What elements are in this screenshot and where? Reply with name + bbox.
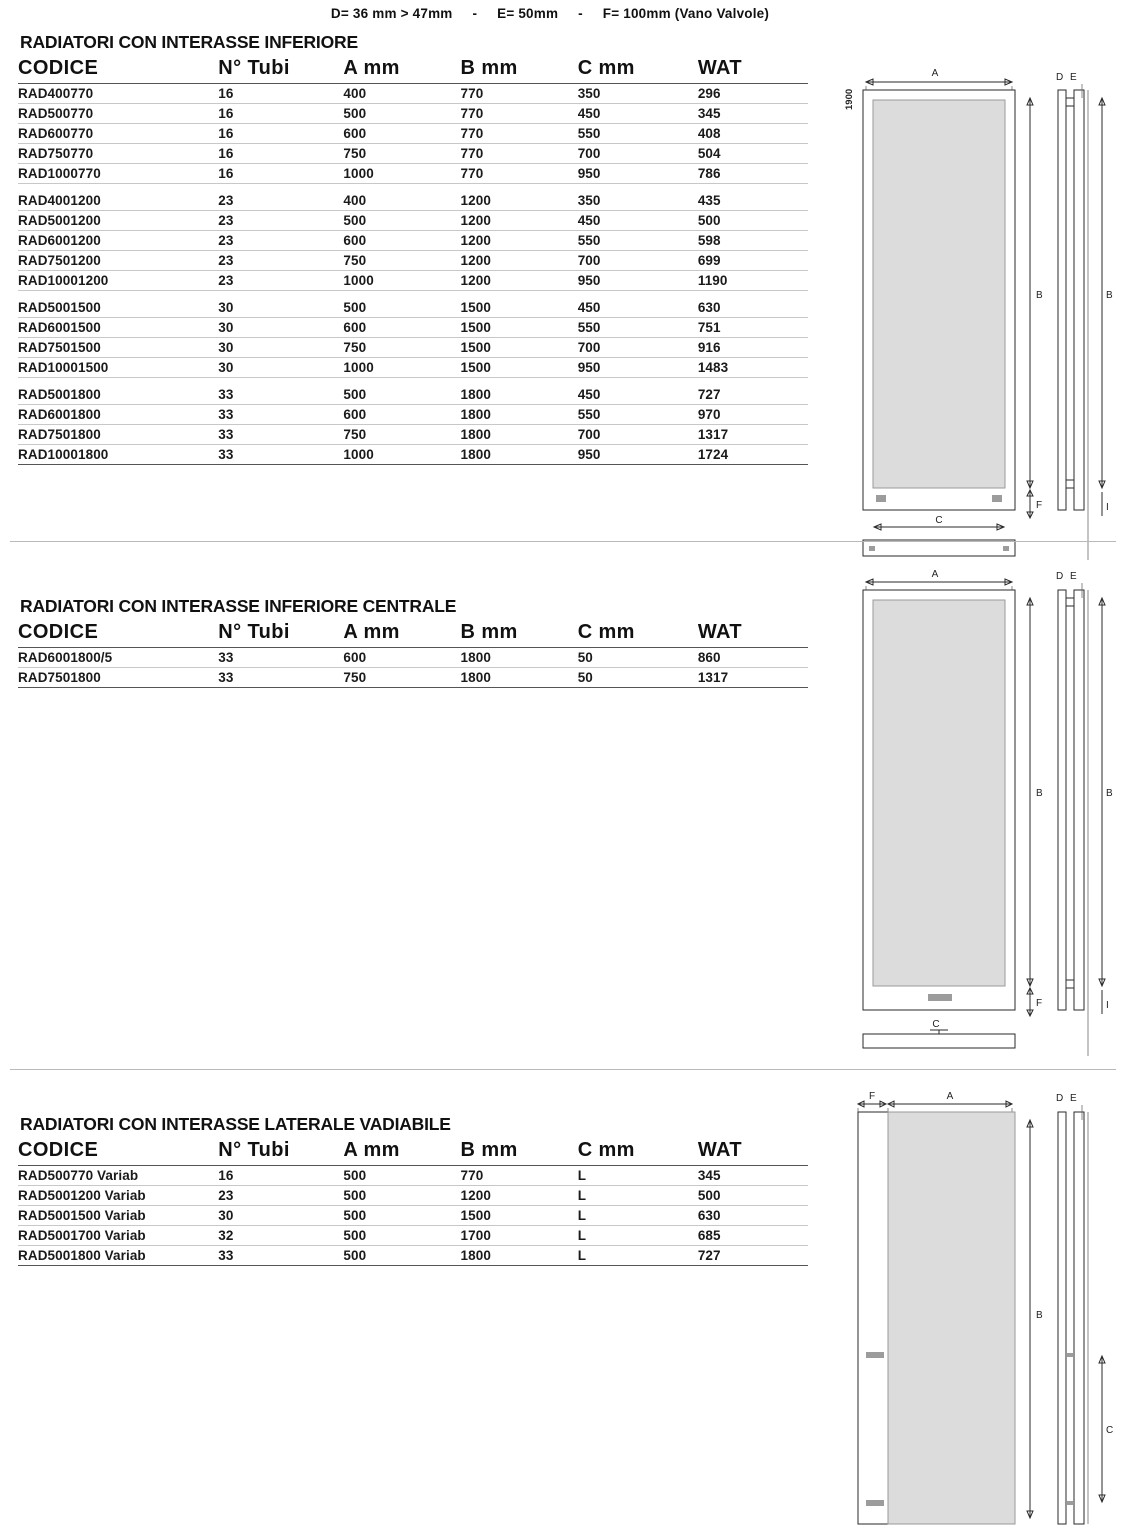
- dim-c-label-2: C: [932, 1019, 940, 1030]
- section-title-2: RADIATORI CON INTERASSE INFERIORE CENTRALE: [20, 596, 457, 616]
- cell-b: 1200: [461, 184, 578, 211]
- cell-tubi: 30: [218, 1206, 343, 1226]
- cell-wat: 435: [698, 184, 808, 211]
- cell-tubi: 16: [218, 1166, 343, 1186]
- cell-b: 1800: [461, 445, 578, 465]
- cell-b: 770: [461, 84, 578, 104]
- cell-wat: 1483: [698, 358, 808, 378]
- section-title-1: RADIATORI CON INTERASSE INFERIORE: [20, 32, 358, 52]
- col-header-c: C mm: [578, 1138, 698, 1166]
- cell-b: 1200: [461, 251, 578, 271]
- dim-f-label-1: F: [1036, 500, 1043, 511]
- cell-wat: 296: [698, 84, 808, 104]
- dim-d-label-1: D: [1056, 72, 1064, 83]
- col-header-a: A mm: [343, 620, 460, 648]
- table-row: [18, 338, 808, 358]
- table-row: [18, 358, 808, 378]
- dim-i-label-2: I: [1106, 1000, 1109, 1011]
- cell-a: 1000: [343, 445, 460, 465]
- cell-tubi: 30: [218, 358, 343, 378]
- table-header-row: [18, 56, 808, 84]
- dim-a-label-1: A: [931, 68, 939, 79]
- col-header-b: B mm: [461, 620, 578, 648]
- dimension-legend: [0, 6, 1100, 21]
- cell-b: 1800: [461, 378, 578, 405]
- table-header-row: [18, 1138, 808, 1166]
- cell-b: 1500: [461, 291, 578, 318]
- cell-c: 550: [578, 231, 698, 251]
- dim-a-label-2: A: [931, 569, 939, 580]
- cell-codice: RAD5001500: [18, 291, 218, 318]
- spec-table-1: [18, 56, 808, 465]
- col-header-tubi: N° Tubi: [218, 56, 343, 84]
- cell-a: 600: [343, 405, 460, 425]
- dim-e-label-2: E: [1070, 571, 1077, 582]
- cell-a: 400: [343, 184, 460, 211]
- cell-b: 1200: [461, 1186, 578, 1206]
- col-header-wat: WAT: [698, 56, 808, 84]
- cell-b: 770: [461, 164, 578, 184]
- cell-wat: 345: [698, 104, 808, 124]
- dim-b-label-2: B: [1036, 788, 1043, 799]
- cell-b: 1200: [461, 231, 578, 251]
- cell-tubi: 33: [218, 405, 343, 425]
- col-header-a: A mm: [343, 1138, 460, 1166]
- table-row: [18, 1186, 808, 1206]
- section-interasse-laterale-variabile: [0, 1080, 1126, 1531]
- cell-a: 750: [343, 144, 460, 164]
- table-body-3: [18, 1166, 808, 1266]
- dim-e-label-1: E: [1070, 72, 1077, 83]
- cell-tubi: 23: [218, 211, 343, 231]
- cell-wat: 500: [698, 1186, 808, 1206]
- cell-a: 500: [343, 211, 460, 231]
- spec-table-2: [18, 620, 808, 688]
- cell-codice: RAD1000770: [18, 164, 218, 184]
- cell-tubi: 16: [218, 104, 343, 124]
- cell-tubi: 32: [218, 1226, 343, 1246]
- cell-c: L: [578, 1226, 698, 1246]
- cell-a: 500: [343, 104, 460, 124]
- cell-tubi: 30: [218, 291, 343, 318]
- table-row: [18, 1246, 808, 1266]
- cell-c: 950: [578, 445, 698, 465]
- section-title-3: RADIATORI CON INTERASSE LATERALE VADIABILE: [20, 1114, 451, 1134]
- drawing-interasse-inferiore: [836, 40, 1116, 560]
- table-wrap-2: [18, 596, 818, 688]
- cell-wat: 970: [698, 405, 808, 425]
- cell-codice: RAD5001200 Variab: [18, 1186, 218, 1206]
- cell-b: 1500: [461, 318, 578, 338]
- dim-f-label-3: F: [868, 1091, 876, 1102]
- cell-wat: 685: [698, 1226, 808, 1246]
- cell-a: 1000: [343, 164, 460, 184]
- col-header-codice: CODICE: [18, 1138, 218, 1166]
- cell-c: L: [578, 1186, 698, 1206]
- col-header-wat: WAT: [698, 620, 808, 648]
- section-divider-1: [10, 541, 1116, 542]
- cell-a: 500: [343, 1246, 460, 1266]
- cell-c: L: [578, 1246, 698, 1266]
- cell-wat: 345: [698, 1166, 808, 1186]
- cell-c: 700: [578, 144, 698, 164]
- col-header-codice: CODICE: [18, 56, 218, 84]
- cell-c: 450: [578, 291, 698, 318]
- cell-b: 1500: [461, 338, 578, 358]
- dim-b-label-3: B: [1036, 1310, 1043, 1321]
- table-row: [18, 164, 808, 184]
- cell-codice: RAD6001800/5: [18, 648, 218, 668]
- cell-codice: RAD5001800 Variab: [18, 1246, 218, 1266]
- cell-codice: RAD10001200: [18, 271, 218, 291]
- table-row: [18, 251, 808, 271]
- cell-tubi: 16: [218, 144, 343, 164]
- cell-codice: RAD7501200: [18, 251, 218, 271]
- cell-a: 750: [343, 668, 460, 688]
- cell-a: 600: [343, 648, 460, 668]
- cell-codice: RAD6001800: [18, 405, 218, 425]
- cell-wat: 1190: [698, 271, 808, 291]
- col-header-b: B mm: [461, 1138, 578, 1166]
- dim-e-label-3: E: [1070, 1093, 1077, 1104]
- cell-c: 450: [578, 378, 698, 405]
- cell-b: 1800: [461, 648, 578, 668]
- cell-codice: RAD5001800: [18, 378, 218, 405]
- cell-tubi: 23: [218, 271, 343, 291]
- dim-b2-label-2: B: [1106, 788, 1113, 799]
- cell-codice: RAD5001200: [18, 211, 218, 231]
- legend-sep-1: -: [472, 6, 478, 21]
- cell-codice: RAD4001200: [18, 184, 218, 211]
- cell-c: 700: [578, 425, 698, 445]
- cell-a: 600: [343, 318, 460, 338]
- cell-wat: 699: [698, 251, 808, 271]
- dim-c-label-1: C: [935, 515, 943, 526]
- cell-c: 950: [578, 164, 698, 184]
- cell-codice: RAD6001200: [18, 231, 218, 251]
- col-header-codice: CODICE: [18, 620, 218, 648]
- table-header-row: [18, 620, 808, 648]
- cell-b: 770: [461, 104, 578, 124]
- table-body-1: [18, 84, 808, 465]
- height-note-1900: 1900: [844, 88, 855, 110]
- cell-a: 600: [343, 231, 460, 251]
- cell-wat: 630: [698, 1206, 808, 1226]
- cell-b: 1800: [461, 425, 578, 445]
- cell-tubi: 33: [218, 668, 343, 688]
- table-row: [18, 648, 808, 668]
- cell-wat: 751: [698, 318, 808, 338]
- col-header-wat: WAT: [698, 1138, 808, 1166]
- cell-tubi: 30: [218, 338, 343, 358]
- cell-tubi: 33: [218, 445, 343, 465]
- table-row: [18, 84, 808, 104]
- cell-c: 550: [578, 405, 698, 425]
- cell-b: 1200: [461, 211, 578, 231]
- cell-c: 950: [578, 271, 698, 291]
- table-row: [18, 211, 808, 231]
- cell-a: 500: [343, 1206, 460, 1226]
- cell-codice: RAD500770 Variab: [18, 1166, 218, 1186]
- cell-c: 700: [578, 338, 698, 358]
- cell-c: 450: [578, 104, 698, 124]
- cell-tubi: 16: [218, 164, 343, 184]
- cell-b: 770: [461, 1166, 578, 1186]
- cell-codice: RAD500770: [18, 104, 218, 124]
- cell-c: 50: [578, 648, 698, 668]
- cell-c: 350: [578, 84, 698, 104]
- cell-a: 500: [343, 378, 460, 405]
- cell-a: 1000: [343, 358, 460, 378]
- cell-c: 50: [578, 668, 698, 688]
- table-row: [18, 668, 808, 688]
- cell-a: 500: [343, 1226, 460, 1246]
- cell-codice: RAD7501800: [18, 668, 218, 688]
- table-row: [18, 1226, 808, 1246]
- col-header-c: C mm: [578, 56, 698, 84]
- legend-sep-2: -: [578, 6, 583, 21]
- cell-c: 350: [578, 184, 698, 211]
- table-row: [18, 405, 808, 425]
- cell-tubi: 23: [218, 184, 343, 211]
- cell-tubi: 33: [218, 1246, 343, 1266]
- cell-b: 1200: [461, 271, 578, 291]
- cell-c: L: [578, 1206, 698, 1226]
- cell-a: 400: [343, 84, 460, 104]
- cell-c: L: [578, 1166, 698, 1186]
- col-header-a: A mm: [343, 56, 460, 84]
- legend-f: F= 100mm (Vano Valvole): [602, 6, 770, 21]
- table-row: [18, 318, 808, 338]
- col-header-b: B mm: [461, 56, 578, 84]
- cell-b: 1800: [461, 405, 578, 425]
- legend-d: D= 36 mm > 47mm: [330, 6, 453, 21]
- table-row: [18, 144, 808, 164]
- cell-b: 1700: [461, 1226, 578, 1246]
- legend-e: E= 50mm: [497, 6, 559, 21]
- cell-codice: RAD10001500: [18, 358, 218, 378]
- dim-b2-label-1: B: [1106, 290, 1113, 301]
- dim-d-label-2: D: [1056, 571, 1064, 582]
- table-row: [18, 104, 808, 124]
- cell-codice: RAD5001700 Variab: [18, 1226, 218, 1246]
- cell-a: 750: [343, 251, 460, 271]
- table-row: [18, 231, 808, 251]
- cell-c: 700: [578, 251, 698, 271]
- cell-wat: 727: [698, 1246, 808, 1266]
- cell-wat: 1724: [698, 445, 808, 465]
- cell-tubi: 23: [218, 251, 343, 271]
- table-row: [18, 1206, 808, 1226]
- cell-tubi: 33: [218, 425, 343, 445]
- table-row: [18, 425, 808, 445]
- table-row: [18, 378, 808, 405]
- cell-a: 1000: [343, 271, 460, 291]
- table-row: [18, 445, 808, 465]
- cell-c: 550: [578, 318, 698, 338]
- cell-wat: 916: [698, 338, 808, 358]
- spec-table-3: [18, 1138, 808, 1266]
- cell-wat: 860: [698, 648, 808, 668]
- cell-a: 750: [343, 425, 460, 445]
- cell-b: 770: [461, 144, 578, 164]
- cell-c: 550: [578, 124, 698, 144]
- cell-wat: 504: [698, 144, 808, 164]
- cell-a: 750: [343, 338, 460, 358]
- col-header-tubi: N° Tubi: [218, 1138, 343, 1166]
- section-interasse-inferiore-centrale: [0, 556, 1126, 1068]
- cell-tubi: 16: [218, 84, 343, 104]
- cell-tubi: 23: [218, 1186, 343, 1206]
- col-header-c: C mm: [578, 620, 698, 648]
- section-interasse-inferiore: [0, 32, 1126, 542]
- cell-tubi: 30: [218, 318, 343, 338]
- cell-b: 1500: [461, 1206, 578, 1226]
- cell-tubi: 33: [218, 648, 343, 668]
- cell-a: 600: [343, 124, 460, 144]
- cell-wat: 1317: [698, 668, 808, 688]
- dim-d-label-3: D: [1056, 1093, 1064, 1104]
- table-row: [18, 124, 808, 144]
- cell-codice: RAD600770: [18, 124, 218, 144]
- table-row: [18, 291, 808, 318]
- cell-tubi: 23: [218, 231, 343, 251]
- cell-wat: 727: [698, 378, 808, 405]
- dim-c-label-3: C: [1106, 1425, 1114, 1436]
- cell-wat: 408: [698, 124, 808, 144]
- cell-a: 500: [343, 291, 460, 318]
- cell-codice: RAD5001500 Variab: [18, 1206, 218, 1226]
- dim-i-label-1: I: [1106, 502, 1109, 513]
- cell-b: 770: [461, 124, 578, 144]
- cell-wat: 630: [698, 291, 808, 318]
- cell-codice: RAD750770: [18, 144, 218, 164]
- table-wrap-3: [18, 1114, 818, 1266]
- cell-tubi: 33: [218, 378, 343, 405]
- col-header-tubi: N° Tubi: [218, 620, 343, 648]
- dim-f-label-2: F: [1036, 998, 1043, 1009]
- cell-codice: RAD7501500: [18, 338, 218, 358]
- cell-c: 950: [578, 358, 698, 378]
- cell-wat: 500: [698, 211, 808, 231]
- cell-b: 1800: [461, 668, 578, 688]
- cell-b: 1500: [461, 358, 578, 378]
- table-row: [18, 1166, 808, 1186]
- drawing-interasse-centrale: [836, 566, 1116, 1066]
- cell-codice: RAD7501800: [18, 425, 218, 445]
- cell-wat: 1317: [698, 425, 808, 445]
- cell-codice: RAD6001500: [18, 318, 218, 338]
- cell-a: 500: [343, 1186, 460, 1206]
- cell-wat: 598: [698, 231, 808, 251]
- dim-a-label-3: A: [946, 1091, 954, 1102]
- cell-wat: 786: [698, 164, 808, 184]
- cell-codice: RAD10001800: [18, 445, 218, 465]
- cell-codice: RAD400770: [18, 84, 218, 104]
- drawing-laterale-variabile: [836, 1088, 1116, 1528]
- table-wrap-1: [18, 32, 818, 465]
- table-body-2: [18, 648, 808, 688]
- cell-tubi: 16: [218, 124, 343, 144]
- cell-c: 450: [578, 211, 698, 231]
- table-row: [18, 271, 808, 291]
- cell-a: 500: [343, 1166, 460, 1186]
- dim-b-label-1: B: [1036, 290, 1043, 301]
- section-divider-2: [10, 1069, 1116, 1070]
- table-row: [18, 184, 808, 211]
- cell-b: 1800: [461, 1246, 578, 1266]
